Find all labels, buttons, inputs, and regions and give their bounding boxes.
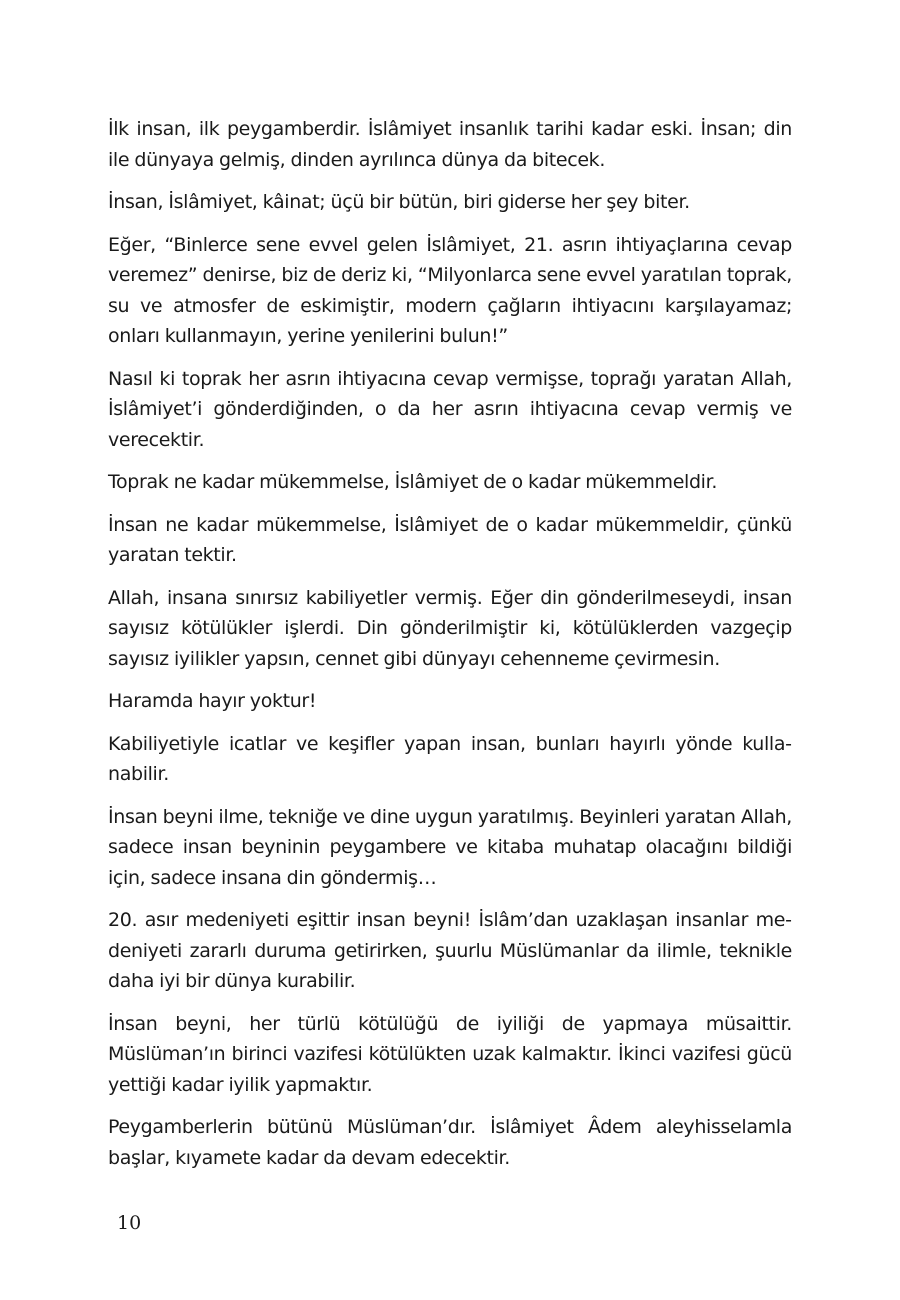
paragraph-6: İnsan ne kadar mükemmelse, İslâmiyet de o kadar mükemmeldir, çünkü yaratan tektir. [108, 513, 792, 566]
paragraph-8: Haramda hayır yoktur! [108, 690, 317, 712]
paragraph-7: Allah, insana sınırsız kabiliyetler vermiş. Eğer din gönderilmeseydi, insan sayısız kötülükler işlerdi. Din gönderilmiştir ki, kötülüklerden vazgeçip sayısız iyilikler yapsın, cennet gibi dünyayı cehenneme çevirmesin. [108, 586, 792, 670]
paragraph-9: Kabiliyetiyle icatlar ve keşifler yapan insan, bunları hayırlı yönde kullanabilir. [108, 732, 792, 785]
paragraph-4: Nasıl ki toprak her asrın ihtiyacına cevap vermişse, toprağı yaratan Allah, İslâmiyet’i gönderdiğinden, o da her asrın ihtiyacına cevap vermiş ve verecektir. [108, 367, 792, 451]
paragraph-5: Toprak ne kadar mükemmelse, İslâmiyet de o kadar mükemmeldir. [108, 471, 718, 493]
paragraph-12: İnsan beyni, her türlü kötülüğü de iyiliği de yapmaya müsaittir. Müslüman’ın birinci vazifesi kötülükten uzak kalmaktır. İkinci vazifesi gücü yettiği kadar iyilik yapmaktır. [108, 1012, 792, 1096]
paragraph-13: Peygamberlerin bütünü Müslüman’dır. İslâmiyet Âdem aleyhisselamla başlar, kıyamete kadar da devam edecektir. [108, 1116, 792, 1169]
paragraph-2: İnsan, İslâmiyet, kâinat; üçü bir bütün, biri giderse her şey biter. [108, 191, 690, 213]
paragraph-11: 20. asır medeniyeti eşittir insan beyni! İslâm’dan uzaklaşan insanlar medeniyeti zararlı duruma getirirken, şuurlu Müslümanlar da ilimle, teknikle daha iyi bir dünya kurabilir. [108, 909, 792, 992]
page-number: 10 [117, 1212, 142, 1234]
body-text [108, 114, 792, 1185]
paragraph-3: Eğer, “Binlerce sene evvel gelen İslâmiyet, 21. asrın ihtiyaçlarına cevap veremez” denirse, biz de deriz ki, “Milyonlarca sene evvel yaratılan toprak, su ve atmosfer de eskimiştir, modern çağların ihtiyacını karşılayamaz; onları kullanmayın, yerine yenilerini bulun!” [108, 233, 792, 347]
paragraph-10: İnsan beyni ilme, tekniğe ve dine uygun yaratılmış. Beyinleri yaratan Allah, sadece insan beyninin peygambere ve kitaba muhatap olacağını bildiği için, sadece insana din göndermiş… [108, 805, 792, 889]
paragraph-1: İlk insan, ilk peygamberdir. İslâmiyet insanlık tarihi kadar eski. İnsan; din ile dünyaya gelmiş, dinden ayrılınca dünya da bitecek. [108, 118, 792, 171]
